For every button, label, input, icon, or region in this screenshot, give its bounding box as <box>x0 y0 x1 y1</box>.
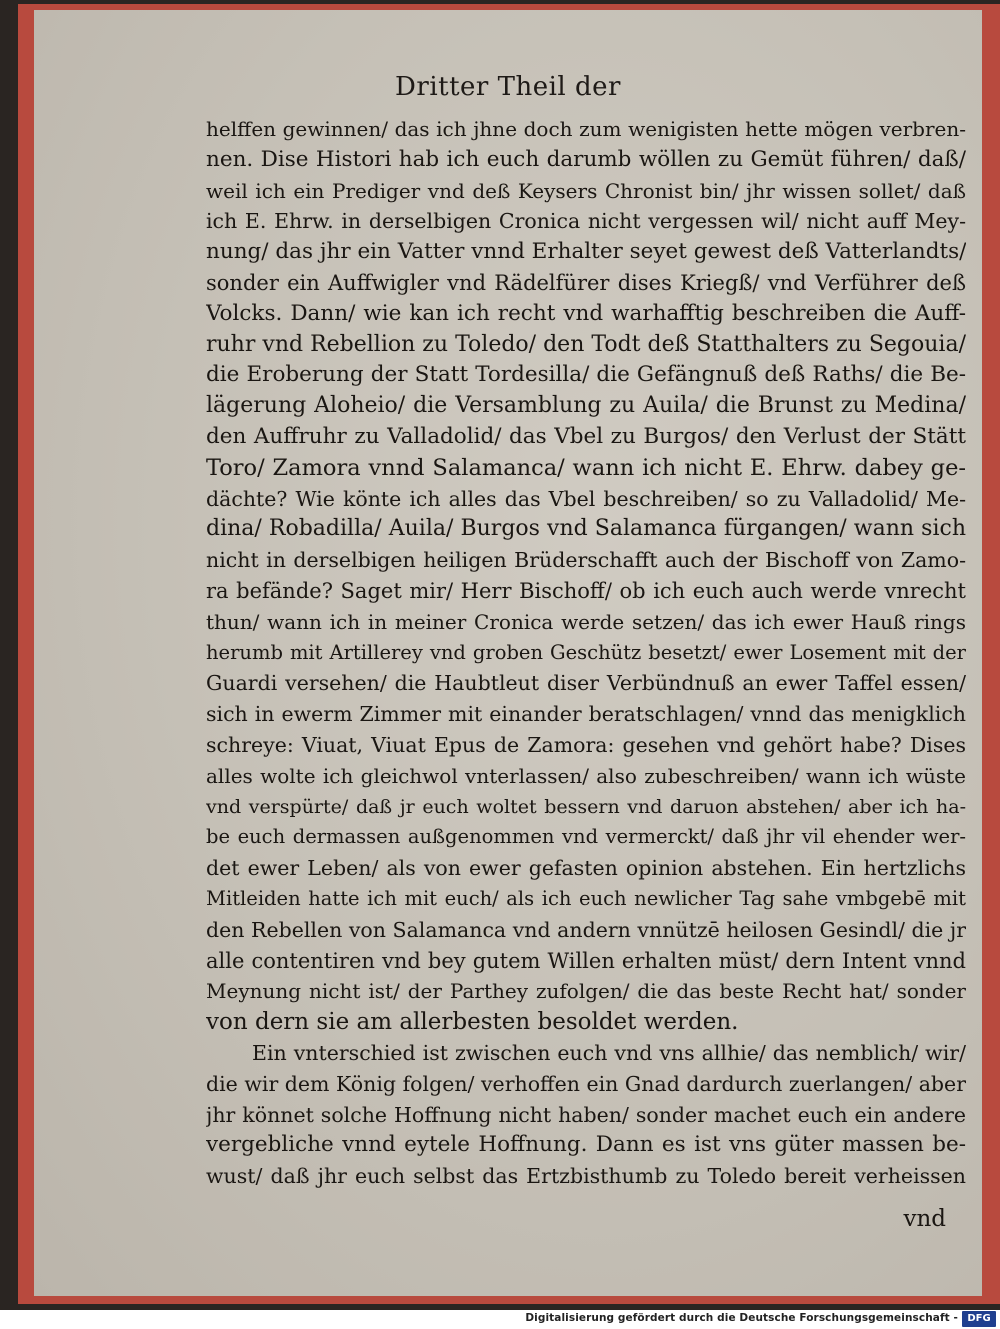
text-line: sonder ein Auffwigler vnd Rädelfürer dises Kriegß/ vnd Verführer deß <box>206 270 966 295</box>
text-line: nicht in derselbigen heiligen Brüderschafft auch der Bischoff von Zamo- <box>206 548 966 573</box>
text-line: Volcks. Dann/ wie kan ich recht vnd warhafftig beschreiben die Auff- <box>206 300 966 326</box>
text-line: be euch dermassen außgenommen vnd vermerckt/ daß jhr vil ehender wer- <box>206 825 966 849</box>
text-line: Mitleiden hatte ich mit euch/ als ich euch newlicher Tag sahe vmbgebē mit <box>206 886 966 910</box>
text-line: ra befände? Saget mir/ Herr Bischoff/ ob ich euch auch werde vnrecht <box>206 578 966 603</box>
text-line: die wir dem König folgen/ verhoffen ein Gnad dardurch zuerlangen/ aber <box>206 1071 966 1096</box>
text-line: schreye: Viuat, Viuat Epus de Zamora: gesehen vnd gehört habe? Dises <box>206 732 966 757</box>
text-line: dina/ Robadilla/ Auila/ Burgos vnd Salamanca fürgangen/ wann sich <box>206 516 966 542</box>
text-line: Meynung nicht ist/ der Parthey zufolgen/ die das beste Recht hat/ sonder <box>206 979 966 1004</box>
text-line: von dern sie am allerbesten besoldet werden. <box>206 1009 739 1036</box>
text-line: nung/ das jhr ein Vatter vnnd Erhalter seyet gewest deß Vatterlandts/ <box>206 239 966 265</box>
text-line: det ewer Leben/ als von ewer gefasten opinion abstehen. Ein hertzlichs <box>206 856 966 881</box>
text-line: wust/ daß jhr euch selbst das Ertzbisthumb zu Toledo bereit verheissen <box>206 1164 966 1189</box>
text-line: alles wolte ich gleichwol vnterlassen/ also zubeschreiben/ wann ich wüste <box>206 763 966 788</box>
dfg-logo: DFG <box>962 1311 996 1327</box>
text-line: ruhr vnd Rebellion zu Toledo/ den Todt deß Statthalters zu Segouia/ <box>206 331 966 357</box>
text-line: vnd verspürte/ daß jr euch woltet bessern vnd daruon abstehen/ aber ich ha- <box>206 795 966 818</box>
book-page <box>34 10 982 1296</box>
text-line: herumb mit Artillerey vnd groben Geschütz besetzt/ ewer Losement mit der <box>206 640 966 664</box>
text-line: Toro/ Zamora vnnd Salamanca/ wann ich nicht E. Ehrw. dabey ge- <box>206 454 966 481</box>
catchword: vnd <box>903 1206 946 1232</box>
running-head: Dritter Theil der <box>395 72 621 102</box>
body-text <box>206 114 966 1192</box>
text-line: die Eroberung der Statt Tordesilla/ die Gefängnuß deß Raths/ die Be- <box>206 362 966 388</box>
text-line: jhr könnet solche Hoffnung nicht haben/ sonder machet euch ein andere <box>206 1102 966 1127</box>
funding-credit: Digitalisierung gefördert durch die Deutsche Forschungsgemeinschaft - <box>525 1312 958 1324</box>
text-line: Guardi versehen/ die Haubtleut diser Verbündnuß an ewer Taffel essen/ <box>206 671 966 696</box>
footer-bar <box>0 1310 1000 1329</box>
text-line: sich in ewerm Zimmer mit einander beratschlagen/ vnnd das menigklich <box>206 702 966 727</box>
text-line: lägerung Aloheio/ die Versamblung zu Auila/ die Brunst zu Medina/ <box>206 393 966 419</box>
text-line: helffen gewinnen/ das ich jhne doch zum wenigisten hette mögen verbren- <box>206 117 966 141</box>
text-line: den Auffruhr zu Valladolid/ das Vbel zu Burgos/ den Verlust der Stätt <box>206 423 966 449</box>
text-line: alle contentiren vnd bey gutem Willen erhalten müst/ dern Intent vnnd <box>206 948 966 973</box>
text-line: Ein vnterschied ist zwischen euch vnd vns allhie/ das nemblich/ wir/ <box>252 1040 966 1065</box>
text-line: ich E. Ehrw. in derselbigen Cronica nicht vergessen wil/ nicht auff Mey- <box>206 209 966 234</box>
text-line: nen. Dise Histori hab ich euch darumb wöllen zu Gemüt führen/ daß/ <box>206 146 966 172</box>
text-line: den Rebellen von Salamanca vnd andern vnnützē heilosen Gesindl/ die jr <box>206 917 966 942</box>
text-line: dächte? Wie könte ich alles das Vbel beschreiben/ so zu Valladolid/ Me- <box>206 486 966 511</box>
text-line: thun/ wann ich in meiner Cronica werde setzen/ das ich ewer Hauß rings <box>206 609 966 634</box>
text-line: vergebliche vnnd eytele Hoffnung. Dann es ist vns güter massen be- <box>206 1132 966 1158</box>
text-line: weil ich ein Prediger vnd deß Keysers Chronist bin/ jhr wissen sollet/ daß <box>206 178 966 203</box>
